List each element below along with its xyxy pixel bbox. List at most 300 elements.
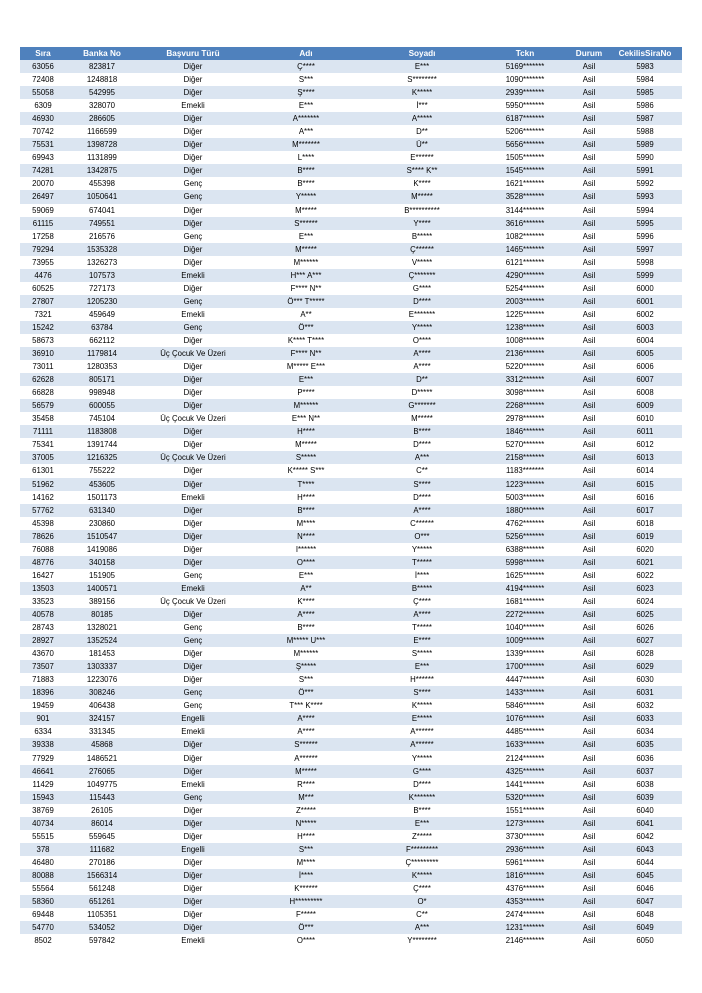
table-row	[20, 308, 682, 321]
col-header-basvuru-turu: Başvuru Türü	[138, 47, 248, 60]
cell-soyadi: Y****	[364, 217, 480, 230]
cell-durum: Asil	[570, 804, 608, 817]
cell-sira: 77929	[20, 751, 66, 764]
cell-soyadi: S****	[364, 686, 480, 699]
cell-durum: Asil	[570, 282, 608, 295]
table-row	[20, 725, 682, 738]
cell-adi: I******	[248, 543, 364, 556]
cell-banka-no: 1303337	[66, 660, 138, 673]
cell-basvuru-turu: Diğer	[138, 164, 248, 177]
cell-cekilis-sira-no: 6050	[608, 934, 682, 947]
cell-sira: 38769	[20, 804, 66, 817]
cell-banka-no: 1049775	[66, 778, 138, 791]
cell-tckn: 1633*******	[480, 738, 570, 751]
cell-adi: Y*****	[248, 190, 364, 203]
cell-adi: T****	[248, 478, 364, 491]
cell-adi: Ş****	[248, 86, 364, 99]
cell-basvuru-turu: Genç	[138, 321, 248, 334]
cell-sira: 63056	[20, 60, 66, 73]
cell-durum: Asil	[570, 73, 608, 86]
cell-banka-no: 151905	[66, 569, 138, 582]
table-row	[20, 921, 682, 934]
cell-soyadi: E*******	[364, 308, 480, 321]
cell-tckn: 1238*******	[480, 321, 570, 334]
cell-durum: Asil	[570, 438, 608, 451]
cell-sira: 40734	[20, 817, 66, 830]
cell-tckn: 1880*******	[480, 504, 570, 517]
cell-sira: 48776	[20, 556, 66, 569]
cell-banka-no: 727173	[66, 282, 138, 295]
cell-sira: 40578	[20, 608, 66, 621]
cell-adi: M******	[248, 256, 364, 269]
cell-cekilis-sira-no: 6036	[608, 751, 682, 764]
table-row	[20, 673, 682, 686]
cell-adi: E*** N**	[248, 412, 364, 425]
cell-soyadi: Y*****	[364, 543, 480, 556]
cell-durum: Asil	[570, 725, 608, 738]
table-row	[20, 699, 682, 712]
cell-durum: Asil	[570, 543, 608, 556]
cell-sira: 75341	[20, 438, 66, 451]
cell-soyadi: S****	[364, 478, 480, 491]
cell-durum: Asil	[570, 608, 608, 621]
table-row	[20, 190, 682, 203]
cell-cekilis-sira-no: 5984	[608, 73, 682, 86]
cell-tckn: 1433*******	[480, 686, 570, 699]
cell-banka-no: 230860	[66, 517, 138, 530]
cell-cekilis-sira-no: 6013	[608, 451, 682, 464]
cell-basvuru-turu: Diğer	[138, 543, 248, 556]
cell-tckn: 2978*******	[480, 412, 570, 425]
cell-cekilis-sira-no: 6004	[608, 334, 682, 347]
cell-durum: Asil	[570, 425, 608, 438]
cell-adi: S***	[248, 73, 364, 86]
cell-soyadi: H******	[364, 673, 480, 686]
cell-soyadi: D*****	[364, 386, 480, 399]
cell-banka-no: 1352524	[66, 634, 138, 647]
table-row	[20, 60, 682, 73]
cell-durum: Asil	[570, 373, 608, 386]
cell-adi: T*** K****	[248, 699, 364, 712]
cell-cekilis-sira-no: 6047	[608, 895, 682, 908]
cell-tckn: 1008*******	[480, 334, 570, 347]
cell-durum: Asil	[570, 177, 608, 190]
cell-durum: Asil	[570, 478, 608, 491]
cell-soyadi: B****	[364, 425, 480, 438]
cell-durum: Asil	[570, 530, 608, 543]
cell-banka-no: 45868	[66, 738, 138, 751]
cell-soyadi: A******	[364, 725, 480, 738]
cell-adi: L****	[248, 151, 364, 164]
table-row	[20, 451, 682, 464]
cell-durum: Asil	[570, 738, 608, 751]
cell-cekilis-sira-no: 6018	[608, 517, 682, 530]
cell-tckn: 4376*******	[480, 882, 570, 895]
cell-soyadi: B*****	[364, 582, 480, 595]
cell-cekilis-sira-no: 6042	[608, 830, 682, 843]
cell-banka-no: 662112	[66, 334, 138, 347]
cell-cekilis-sira-no: 6005	[608, 347, 682, 360]
cell-adi: A****	[248, 608, 364, 621]
cell-soyadi: E***	[364, 660, 480, 673]
cell-cekilis-sira-no: 6008	[608, 386, 682, 399]
cell-adi: P****	[248, 386, 364, 399]
cell-tckn: 5846*******	[480, 699, 570, 712]
cell-soyadi: S********	[364, 73, 480, 86]
cell-sira: 18396	[20, 686, 66, 699]
cell-cekilis-sira-no: 6000	[608, 282, 682, 295]
cell-tckn: 1231*******	[480, 921, 570, 934]
table-body	[20, 60, 682, 947]
cell-durum: Asil	[570, 386, 608, 399]
cell-basvuru-turu: Diğer	[138, 373, 248, 386]
cell-cekilis-sira-no: 6037	[608, 765, 682, 778]
cell-tckn: 5950*******	[480, 99, 570, 112]
col-header-adi: Adı	[248, 47, 364, 60]
cell-cekilis-sira-no: 6034	[608, 725, 682, 738]
cell-soyadi: D**	[364, 125, 480, 138]
cell-cekilis-sira-no: 6027	[608, 634, 682, 647]
cell-adi: M*****	[248, 438, 364, 451]
cell-durum: Asil	[570, 908, 608, 921]
cell-adi: E***	[248, 373, 364, 386]
cell-adi: Ş*****	[248, 660, 364, 673]
cell-basvuru-turu: Diğer	[138, 504, 248, 517]
cell-soyadi: A***	[364, 451, 480, 464]
cell-durum: Asil	[570, 765, 608, 778]
cell-tckn: 2936*******	[480, 843, 570, 856]
cell-tckn: 1082*******	[480, 230, 570, 243]
table-row	[20, 504, 682, 517]
cell-soyadi: V*****	[364, 256, 480, 269]
cell-basvuru-turu: Diğer	[138, 425, 248, 438]
cell-tckn: 5961*******	[480, 856, 570, 869]
cell-soyadi: C**	[364, 908, 480, 921]
cell-tckn: 1076*******	[480, 712, 570, 725]
table-row	[20, 634, 682, 647]
cell-tckn: 1339*******	[480, 647, 570, 660]
cell-sira: 57762	[20, 504, 66, 517]
cell-cekilis-sira-no: 5991	[608, 164, 682, 177]
cell-sira: 45398	[20, 517, 66, 530]
cell-durum: Asil	[570, 138, 608, 151]
cell-tckn: 3098*******	[480, 386, 570, 399]
table-row	[20, 151, 682, 164]
table-row	[20, 99, 682, 112]
cell-tckn: 5320*******	[480, 791, 570, 804]
table-row	[20, 712, 682, 725]
cell-basvuru-turu: Emekli	[138, 582, 248, 595]
cell-sira: 46641	[20, 765, 66, 778]
cell-sira: 58360	[20, 895, 66, 908]
cell-tckn: 1223*******	[480, 478, 570, 491]
cell-tckn: 2136*******	[480, 347, 570, 360]
cell-basvuru-turu: Diğer	[138, 217, 248, 230]
cell-tckn: 2146*******	[480, 934, 570, 947]
cell-banka-no: 455398	[66, 177, 138, 190]
cell-tckn: 1225*******	[480, 308, 570, 321]
cell-cekilis-sira-no: 5987	[608, 112, 682, 125]
cell-sira: 55515	[20, 830, 66, 843]
cell-basvuru-turu: Diğer	[138, 478, 248, 491]
cell-soyadi: T*****	[364, 621, 480, 634]
cell-durum: Asil	[570, 86, 608, 99]
cell-durum: Asil	[570, 164, 608, 177]
cell-durum: Asil	[570, 451, 608, 464]
cell-durum: Asil	[570, 217, 608, 230]
cell-cekilis-sira-no: 6046	[608, 882, 682, 895]
table-row	[20, 843, 682, 856]
cell-basvuru-turu: Diğer	[138, 125, 248, 138]
cell-soyadi: C******	[364, 517, 480, 530]
cell-cekilis-sira-no: 6049	[608, 921, 682, 934]
cell-durum: Asil	[570, 190, 608, 203]
cell-basvuru-turu: Diğer	[138, 830, 248, 843]
cell-durum: Asil	[570, 243, 608, 256]
cell-cekilis-sira-no: 5983	[608, 60, 682, 73]
cell-durum: Asil	[570, 569, 608, 582]
cell-basvuru-turu: Diğer	[138, 530, 248, 543]
cell-cekilis-sira-no: 6044	[608, 856, 682, 869]
cell-sira: 28927	[20, 634, 66, 647]
cell-banka-no: 453605	[66, 478, 138, 491]
cell-adi: M*****	[248, 765, 364, 778]
cell-tckn: 5206*******	[480, 125, 570, 138]
cell-sira: 75531	[20, 138, 66, 151]
cell-durum: Asil	[570, 895, 608, 908]
cell-banka-no: 534052	[66, 921, 138, 934]
cell-soyadi: İ***	[364, 99, 480, 112]
col-header-durum: Durum	[570, 47, 608, 60]
cell-banka-no: 331345	[66, 725, 138, 738]
cell-durum: Asil	[570, 712, 608, 725]
table-row	[20, 517, 682, 530]
cell-basvuru-turu: Emekli	[138, 934, 248, 947]
cell-durum: Asil	[570, 334, 608, 347]
cell-sira: 69943	[20, 151, 66, 164]
cell-basvuru-turu: Emekli	[138, 99, 248, 112]
cell-basvuru-turu: Diğer	[138, 243, 248, 256]
cell-banka-no: 651261	[66, 895, 138, 908]
cell-cekilis-sira-no: 5988	[608, 125, 682, 138]
cell-soyadi: A****	[364, 360, 480, 373]
cell-durum: Asil	[570, 295, 608, 308]
cell-basvuru-turu: Emekli	[138, 269, 248, 282]
cell-durum: Asil	[570, 321, 608, 334]
cell-basvuru-turu: Diğer	[138, 647, 248, 660]
cell-soyadi: A*****	[364, 112, 480, 125]
cell-durum: Asil	[570, 647, 608, 660]
table-row	[20, 530, 682, 543]
cell-soyadi: D****	[364, 491, 480, 504]
cell-banka-no: 674041	[66, 204, 138, 217]
cell-sira: 4476	[20, 269, 66, 282]
cell-adi: M******	[248, 647, 364, 660]
table-row	[20, 804, 682, 817]
cell-cekilis-sira-no: 6009	[608, 399, 682, 412]
cell-banka-no: 276065	[66, 765, 138, 778]
cell-cekilis-sira-no: 6017	[608, 504, 682, 517]
cell-cekilis-sira-no: 6006	[608, 360, 682, 373]
cell-cekilis-sira-no: 6045	[608, 869, 682, 882]
cell-tckn: 4353*******	[480, 895, 570, 908]
cell-banka-no: 1486521	[66, 751, 138, 764]
cell-adi: K***** S***	[248, 464, 364, 477]
table-row	[20, 765, 682, 778]
cell-tckn: 1681*******	[480, 595, 570, 608]
cell-basvuru-turu: Genç	[138, 569, 248, 582]
cell-adi: B****	[248, 177, 364, 190]
cell-cekilis-sira-no: 6043	[608, 843, 682, 856]
cell-soyadi: Ç******	[364, 243, 480, 256]
cell-adi: O****	[248, 934, 364, 947]
cell-soyadi: G****	[364, 282, 480, 295]
cell-durum: Asil	[570, 230, 608, 243]
cell-tckn: 4447*******	[480, 673, 570, 686]
cell-banka-no: 406438	[66, 699, 138, 712]
cell-banka-no: 1205230	[66, 295, 138, 308]
cell-basvuru-turu: Emekli	[138, 491, 248, 504]
cell-sira: 70742	[20, 125, 66, 138]
cell-cekilis-sira-no: 6039	[608, 791, 682, 804]
cell-durum: Asil	[570, 634, 608, 647]
cell-banka-no: 631340	[66, 504, 138, 517]
cell-soyadi: G****	[364, 765, 480, 778]
cell-cekilis-sira-no: 6028	[608, 647, 682, 660]
cell-cekilis-sira-no: 6007	[608, 373, 682, 386]
cell-basvuru-turu: Emekli	[138, 308, 248, 321]
table-row	[20, 934, 682, 947]
table-row	[20, 204, 682, 217]
cell-soyadi: M*****	[364, 412, 480, 425]
cell-tckn: 1545*******	[480, 164, 570, 177]
cell-tckn: 2124*******	[480, 751, 570, 764]
cell-tckn: 5169*******	[480, 60, 570, 73]
cell-banka-no: 1398728	[66, 138, 138, 151]
cell-soyadi: C**	[364, 464, 480, 477]
cell-sira: 61301	[20, 464, 66, 477]
cell-adi: N****	[248, 530, 364, 543]
cell-basvuru-turu: Diğer	[138, 386, 248, 399]
cell-basvuru-turu: Diğer	[138, 895, 248, 908]
cell-tckn: 5003*******	[480, 491, 570, 504]
cell-cekilis-sira-no: 6033	[608, 712, 682, 725]
cell-tckn: 5256*******	[480, 530, 570, 543]
cell-banka-no: 559645	[66, 830, 138, 843]
cell-cekilis-sira-no: 6023	[608, 582, 682, 595]
table-row	[20, 125, 682, 138]
cell-adi: Ö***	[248, 921, 364, 934]
cell-banka-no: 308246	[66, 686, 138, 699]
cell-adi: S******	[248, 217, 364, 230]
cell-sira: 66828	[20, 386, 66, 399]
cell-durum: Asil	[570, 869, 608, 882]
cell-adi: A****	[248, 725, 364, 738]
cell-basvuru-turu: Emekli	[138, 778, 248, 791]
cell-soyadi: K****	[364, 177, 480, 190]
cell-cekilis-sira-no: 6025	[608, 608, 682, 621]
cell-soyadi: E***	[364, 817, 480, 830]
cell-tckn: 1040*******	[480, 621, 570, 634]
cell-banka-no: 1400571	[66, 582, 138, 595]
cell-sira: 55564	[20, 882, 66, 895]
cell-cekilis-sira-no: 6016	[608, 491, 682, 504]
cell-sira: 51962	[20, 478, 66, 491]
cell-durum: Asil	[570, 660, 608, 673]
cell-durum: Asil	[570, 269, 608, 282]
cell-durum: Asil	[570, 556, 608, 569]
cell-soyadi: Ç****	[364, 882, 480, 895]
cell-cekilis-sira-no: 5999	[608, 269, 682, 282]
cell-basvuru-turu: Diğer	[138, 556, 248, 569]
table-row	[20, 464, 682, 477]
cell-banka-no: 328070	[66, 99, 138, 112]
table-row	[20, 817, 682, 830]
cell-basvuru-turu: Diğer	[138, 765, 248, 778]
cell-durum: Asil	[570, 99, 608, 112]
cell-banka-no: 1179814	[66, 347, 138, 360]
cell-durum: Asil	[570, 934, 608, 947]
cell-basvuru-turu: Genç	[138, 177, 248, 190]
cell-banka-no: 1131899	[66, 151, 138, 164]
cell-sira: 80088	[20, 869, 66, 882]
cell-tckn: 1816*******	[480, 869, 570, 882]
cell-banka-no: 823817	[66, 60, 138, 73]
cell-sira: 73011	[20, 360, 66, 373]
table-row	[20, 738, 682, 751]
cell-tckn: 2003*******	[480, 295, 570, 308]
cell-banka-no: 111682	[66, 843, 138, 856]
cell-sira: 76088	[20, 543, 66, 556]
cell-adi: K****	[248, 595, 364, 608]
cell-basvuru-turu: Diğer	[138, 660, 248, 673]
cell-basvuru-turu: Üç Çocuk Ve Üzeri	[138, 595, 248, 608]
cell-tckn: 2158*******	[480, 451, 570, 464]
cell-sira: 55058	[20, 86, 66, 99]
cell-adi: S***	[248, 673, 364, 686]
cell-cekilis-sira-no: 5992	[608, 177, 682, 190]
cell-cekilis-sira-no: 6029	[608, 660, 682, 673]
cell-soyadi: G*******	[364, 399, 480, 412]
table-row	[20, 425, 682, 438]
cell-durum: Asil	[570, 621, 608, 634]
cell-banka-no: 1419086	[66, 543, 138, 556]
cell-soyadi: Y*****	[364, 751, 480, 764]
cell-sira: 69448	[20, 908, 66, 921]
cell-tckn: 2272*******	[480, 608, 570, 621]
cell-durum: Asil	[570, 60, 608, 73]
cell-banka-no: 749551	[66, 217, 138, 230]
cell-basvuru-turu: Diğer	[138, 282, 248, 295]
table-row	[20, 595, 682, 608]
table-row	[20, 621, 682, 634]
cell-tckn: 5254*******	[480, 282, 570, 295]
cell-adi: E***	[248, 99, 364, 112]
cell-cekilis-sira-no: 5996	[608, 230, 682, 243]
cell-sira: 901	[20, 712, 66, 725]
cell-adi: Ö*** T*****	[248, 295, 364, 308]
cell-tckn: 1846*******	[480, 425, 570, 438]
table-row	[20, 882, 682, 895]
cell-durum: Asil	[570, 595, 608, 608]
table-row	[20, 373, 682, 386]
cell-cekilis-sira-no: 6015	[608, 478, 682, 491]
cell-cekilis-sira-no: 6001	[608, 295, 682, 308]
cell-cekilis-sira-no: 6048	[608, 908, 682, 921]
cell-sira: 33523	[20, 595, 66, 608]
cell-tckn: 6121*******	[480, 256, 570, 269]
cell-durum: Asil	[570, 921, 608, 934]
